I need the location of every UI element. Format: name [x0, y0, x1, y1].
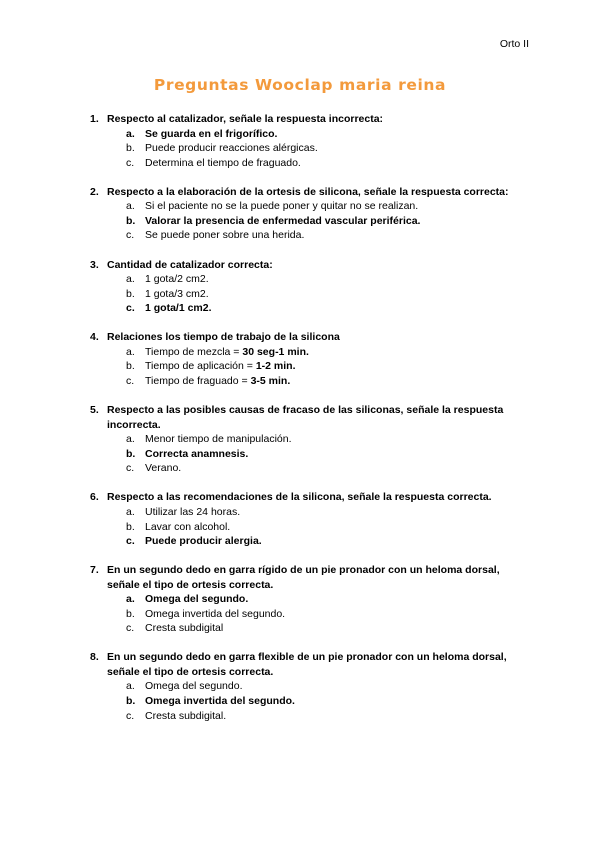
question-text: Respecto a las recomendaciones de la silicona, señale la respuesta correcta.	[107, 491, 492, 504]
answer-option	[90, 199, 530, 214]
question-text: Cantidad de catalizador correcta:	[107, 258, 273, 271]
option-letter: b.	[126, 607, 135, 620]
option-text: Determina el tiempo de fraguado.	[145, 156, 301, 169]
question-line	[90, 650, 530, 679]
question-line	[90, 258, 530, 273]
option-text: Puede producir reacciones alérgicas.	[145, 142, 318, 155]
question-item	[90, 330, 530, 388]
answer-option	[90, 607, 530, 622]
question-line	[90, 185, 530, 200]
option-letter: c.	[126, 462, 135, 475]
option-letter: a.	[126, 127, 135, 140]
option-list	[90, 272, 530, 316]
question-text: En un segundo dedo en garra rígido de un pie pronador con un heloma dorsal, señale el tipo de ortesis correcta.	[107, 564, 500, 591]
option-text: Omega del segundo.	[145, 680, 243, 693]
question-number: 7.	[90, 564, 99, 577]
question-number: 3.	[90, 258, 99, 271]
question-number: 5.	[90, 404, 99, 417]
option-text: Omega invertida del segundo.	[145, 607, 286, 620]
option-text: Omega invertida del segundo.	[145, 695, 295, 708]
question-item	[90, 185, 530, 243]
answer-option	[90, 127, 530, 142]
answer-option	[90, 447, 530, 462]
question-number: 4.	[90, 331, 99, 344]
question-number: 2.	[90, 185, 99, 198]
option-letter: b.	[126, 214, 136, 227]
question-item	[90, 650, 530, 723]
option-text: Si el paciente no se la puede poner y quitar no se realizan.	[145, 200, 419, 213]
option-list	[90, 127, 530, 171]
option-text: Valorar la presencia de enfermedad vascular periférica.	[145, 214, 421, 227]
option-letter: a.	[126, 433, 135, 446]
option-text: 1 gota/3 cm2.	[145, 287, 209, 300]
option-text: Tiempo de fraguado = 3-5 min.	[145, 375, 291, 388]
answer-option	[90, 345, 530, 360]
option-list	[90, 345, 530, 389]
option-letter: a.	[126, 505, 135, 518]
answer-option	[90, 592, 530, 607]
option-text: Menor tiempo de manipulación.	[145, 433, 292, 446]
option-time-value: 3-5 min.	[250, 375, 291, 388]
answer-option	[90, 432, 530, 447]
option-letter: b.	[126, 142, 135, 155]
answer-option	[90, 156, 530, 171]
option-text: Verano.	[145, 462, 182, 475]
option-text: 1 gota/1 cm2.	[145, 302, 212, 315]
option-text: Tiempo de aplicación = 1-2 min.	[145, 360, 296, 373]
option-text: Se puede poner sobre una herida.	[145, 229, 305, 242]
question-text: Relaciones los tiempo de trabajo de la silicona	[107, 331, 340, 344]
question-number: 1.	[90, 113, 99, 125]
option-list	[90, 199, 530, 243]
option-text: Tiempo de mezcla = 30 seg-1 min.	[145, 345, 309, 358]
option-text: Correcta anamnesis.	[145, 447, 249, 460]
option-letter: c.	[126, 302, 135, 315]
page-title: Preguntas Wooclap maria reina	[153, 76, 447, 94]
option-letter: c.	[126, 375, 135, 388]
option-text: Se guarda en el frigorífico.	[145, 127, 278, 140]
option-time-value: 30 seg-1 min.	[242, 345, 309, 358]
option-time-value: 1-2 min.	[255, 360, 296, 373]
question-text: Respecto a la elaboración de la ortesis de silicona, señale la respuesta correcta:	[107, 185, 509, 198]
option-letter: c.	[126, 622, 135, 635]
question-line	[90, 490, 530, 505]
option-letter: a.	[126, 593, 135, 606]
answer-option	[90, 287, 530, 302]
answer-option	[90, 374, 530, 389]
option-letter: a.	[126, 345, 135, 358]
answer-option	[90, 461, 530, 476]
answer-option	[90, 505, 530, 520]
option-list	[90, 679, 530, 723]
answer-option	[90, 621, 530, 636]
answer-option	[90, 301, 530, 316]
option-letter: b.	[126, 695, 136, 708]
answer-option	[90, 679, 530, 694]
answer-option	[90, 359, 530, 374]
question-text: Respecto a las posibles causas de fracaso de las siliconas, señale la respuesta incorrecta.	[107, 404, 504, 431]
option-text: Omega del segundo.	[145, 593, 249, 606]
option-letter: a.	[126, 200, 135, 213]
header-course-label: Orto II	[499, 38, 529, 50]
option-letter: b.	[126, 287, 135, 300]
option-list	[90, 432, 530, 476]
question-text: En un segundo dedo en garra flexible de un pie pronador con un heloma dorsal, señale el tipo de ortesis correcta.	[107, 651, 507, 678]
option-letter: c.	[126, 156, 135, 169]
question-list	[90, 112, 530, 738]
question-line	[90, 563, 530, 592]
answer-option	[90, 141, 530, 156]
question-item	[90, 112, 530, 170]
question-line	[90, 403, 530, 432]
question-number: 6.	[90, 491, 99, 504]
answer-option	[90, 228, 530, 243]
answer-option	[90, 272, 530, 287]
question-text: Respecto al catalizador, señale la respuesta incorrecta:	[107, 113, 384, 125]
question-line	[90, 112, 530, 127]
option-text: Lavar con alcohol.	[145, 520, 231, 533]
answer-option	[90, 520, 530, 535]
option-letter: a.	[126, 273, 135, 286]
option-letter: c.	[126, 535, 135, 548]
option-text: Cresta subdigital	[145, 622, 224, 635]
answer-option	[90, 214, 530, 229]
question-number: 8.	[90, 651, 99, 664]
option-letter: b.	[126, 447, 136, 460]
option-letter: a.	[126, 680, 135, 693]
question-item	[90, 563, 530, 636]
option-letter: c.	[126, 709, 135, 722]
option-list	[90, 505, 530, 549]
question-line	[90, 330, 530, 345]
option-letter: b.	[126, 360, 135, 373]
option-text: 1 gota/2 cm2.	[145, 273, 209, 286]
option-text: Utilizar las 24 horas.	[145, 505, 241, 518]
question-item	[90, 490, 530, 548]
option-list	[90, 592, 530, 636]
answer-option	[90, 534, 530, 549]
question-item	[90, 258, 530, 316]
question-item	[90, 403, 530, 476]
answer-option	[90, 709, 530, 724]
option-text: Puede producir alergia.	[145, 535, 262, 548]
answer-option	[90, 694, 530, 709]
option-letter: c.	[126, 229, 135, 242]
option-text: Cresta subdigital.	[145, 709, 227, 722]
option-letter: b.	[126, 520, 135, 533]
